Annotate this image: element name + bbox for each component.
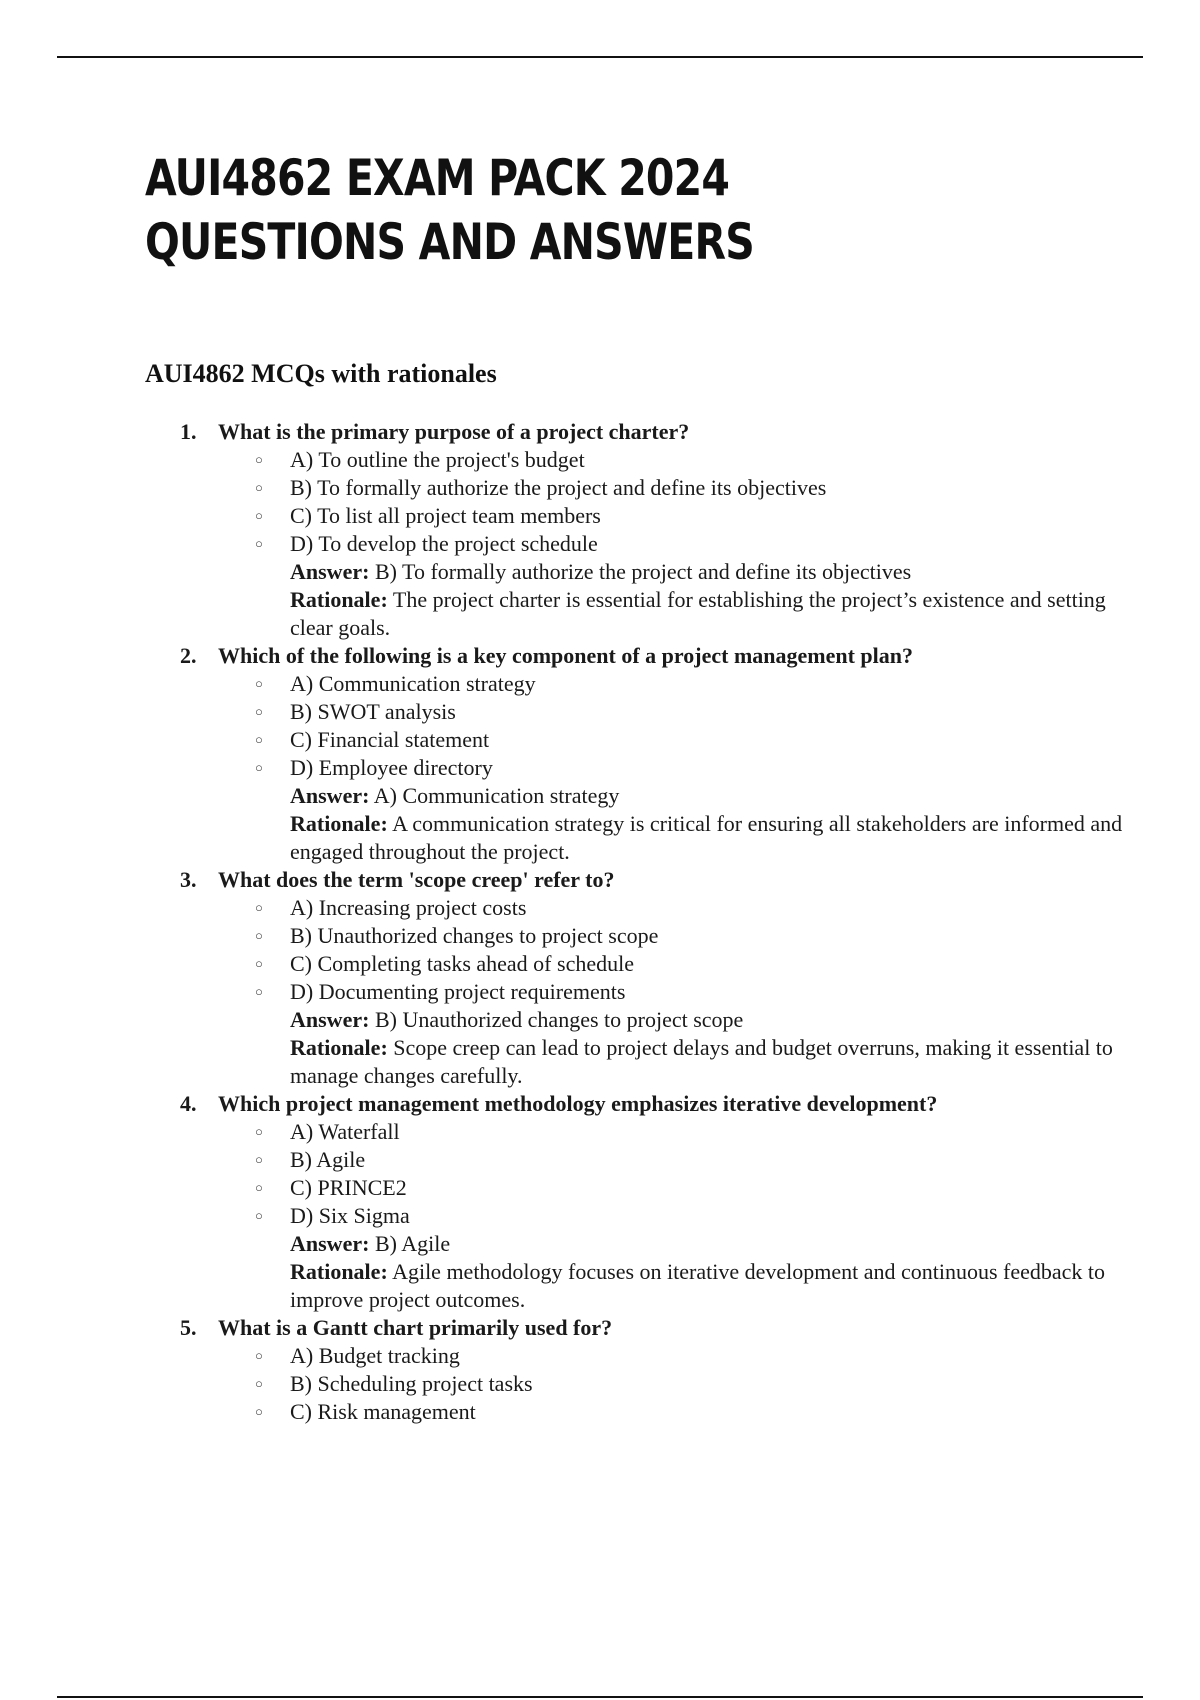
option-text: B) Agile: [290, 1147, 366, 1172]
section-subtitle: AUI4862 MCQs with rationales: [145, 359, 497, 388]
option-text: A) Communication strategy: [290, 671, 536, 696]
question-number: 1.: [180, 419, 197, 444]
answer-line: [290, 1230, 1140, 1258]
option-list: [218, 1342, 1140, 1426]
question-text: What is the primary purpose of a project charter?: [218, 419, 690, 444]
bottom-rule: [57, 1696, 1143, 1698]
document-title: AUI4862 EXAM PACK 2024 QUESTIONS AND ANSWERS: [145, 149, 754, 271]
rationale-line: [290, 1258, 1140, 1314]
option-item: [255, 894, 1140, 922]
hollow-circle-bullet-icon: ○: [255, 1208, 263, 1223]
option-text: A) Budget tracking: [290, 1343, 460, 1368]
option-list: [218, 894, 1140, 1006]
hollow-circle-bullet-icon: ○: [255, 452, 263, 467]
option-text: D) Documenting project requirements: [290, 979, 626, 1004]
option-item: [255, 1146, 1140, 1174]
hollow-circle-bullet-icon: ○: [255, 536, 263, 551]
question-text: What is a Gantt chart primarily used for?: [218, 1315, 613, 1340]
option-item: [255, 530, 1140, 558]
option-text: A) Increasing project costs: [290, 895, 527, 920]
question-text: What does the term 'scope creep' refer to?: [218, 867, 615, 892]
option-item: [255, 922, 1140, 950]
answer-line: [290, 782, 1140, 810]
answer-label: Answer:: [290, 783, 370, 808]
rationale-label: Rationale:: [290, 1259, 388, 1284]
option-text: B) SWOT analysis: [290, 699, 456, 724]
option-list: [218, 1118, 1140, 1230]
question-item: [0, 418, 1200, 642]
answer-line: [290, 558, 1140, 586]
hollow-circle-bullet-icon: ○: [255, 760, 263, 775]
option-text: B) To formally authorize the project and define its objectives: [290, 475, 827, 500]
hollow-circle-bullet-icon: ○: [255, 1348, 263, 1363]
answer-label: Answer:: [290, 1231, 370, 1256]
option-item: [255, 1118, 1140, 1146]
option-text: C) Completing tasks ahead of schedule: [290, 951, 634, 976]
option-text: C) Risk management: [290, 1399, 476, 1424]
question-list: [0, 418, 1200, 1426]
option-item: [255, 1370, 1140, 1398]
answer-text: B) Unauthorized changes to project scope: [374, 1007, 744, 1032]
answer-label: Answer:: [290, 1007, 370, 1032]
rationale-line: [290, 586, 1140, 642]
rationale-label: Rationale:: [290, 811, 388, 836]
option-item: [255, 1174, 1140, 1202]
hollow-circle-bullet-icon: ○: [255, 984, 263, 999]
question-item: [0, 642, 1200, 866]
hollow-circle-bullet-icon: ○: [255, 480, 263, 495]
rationale-label: Rationale:: [290, 1035, 388, 1060]
answer-line: [290, 1006, 1140, 1034]
option-text: D) To develop the project schedule: [290, 531, 598, 556]
answer-label: Answer:: [290, 559, 370, 584]
rationale-text: A communication strategy is critical for ensuring all stakeholders are informed and engaged throughout the project.: [290, 811, 1123, 864]
answer-text: B) To formally authorize the project and define its objectives: [374, 559, 912, 584]
rationale-line: [290, 1034, 1140, 1090]
option-text: A) To outline the project's budget: [290, 447, 585, 472]
rationale-text: The project charter is essential for establishing the project’s existence and setting clear goals.: [290, 587, 1106, 640]
question-number: 3.: [180, 867, 197, 892]
hollow-circle-bullet-icon: ○: [255, 956, 263, 971]
question-number: 5.: [180, 1315, 197, 1340]
option-item: [255, 978, 1140, 1006]
hollow-circle-bullet-icon: ○: [255, 704, 263, 719]
hollow-circle-bullet-icon: ○: [255, 1180, 263, 1195]
option-item: [255, 474, 1140, 502]
hollow-circle-bullet-icon: ○: [255, 1152, 263, 1167]
hollow-circle-bullet-icon: ○: [255, 676, 263, 691]
option-text: B) Scheduling project tasks: [290, 1371, 533, 1396]
hollow-circle-bullet-icon: ○: [255, 508, 263, 523]
option-item: [255, 446, 1140, 474]
option-item: [255, 1398, 1140, 1426]
option-item: [255, 950, 1140, 978]
question-item: [0, 1090, 1200, 1314]
hollow-circle-bullet-icon: ○: [255, 900, 263, 915]
option-text: C) Financial statement: [290, 727, 490, 752]
option-item: [255, 670, 1140, 698]
rationale-text: Scope creep can lead to project delays and budget overruns, making it essential to manage changes carefully.: [290, 1035, 1113, 1088]
hollow-circle-bullet-icon: ○: [255, 1376, 263, 1391]
option-list: [218, 670, 1140, 782]
option-text: D) Employee directory: [290, 755, 493, 780]
option-item: [255, 1202, 1140, 1230]
answer-text: B) Agile: [374, 1231, 451, 1256]
hollow-circle-bullet-icon: ○: [255, 732, 263, 747]
option-item: [255, 502, 1140, 530]
option-text: D) Six Sigma: [290, 1203, 410, 1228]
hollow-circle-bullet-icon: ○: [255, 928, 263, 943]
question-number: 4.: [180, 1091, 197, 1116]
option-text: B) Unauthorized changes to project scope: [290, 923, 659, 948]
option-item: [255, 726, 1140, 754]
option-text: C) PRINCE2: [290, 1175, 407, 1200]
option-item: [255, 754, 1140, 782]
option-text: A) Waterfall: [290, 1119, 400, 1144]
question-number: 2.: [180, 643, 197, 668]
option-item: [255, 1342, 1140, 1370]
question-item: [0, 866, 1200, 1090]
answer-text: A) Communication strategy: [373, 783, 620, 808]
rationale-text: Agile methodology focuses on iterative development and continuous feedback to improve project outcomes.: [290, 1259, 1106, 1312]
hollow-circle-bullet-icon: ○: [255, 1124, 263, 1139]
top-rule: [57, 56, 1143, 58]
option-text: C) To list all project team members: [290, 503, 601, 528]
hollow-circle-bullet-icon: ○: [255, 1404, 263, 1419]
option-list: [218, 446, 1140, 558]
rationale-label: Rationale:: [290, 587, 388, 612]
question-item: [0, 1314, 1200, 1426]
question-text: Which of the following is a key component of a project management plan?: [218, 643, 914, 668]
rationale-line: [290, 810, 1140, 866]
option-item: [255, 698, 1140, 726]
question-text: Which project management methodology emphasizes iterative development?: [218, 1091, 938, 1116]
